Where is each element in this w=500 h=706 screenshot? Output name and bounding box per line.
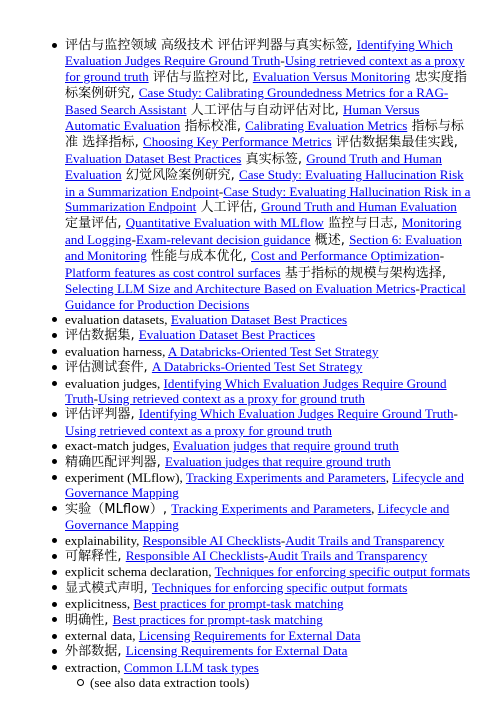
index-entry-link[interactable]: A Databricks-Oriented Test Set Strategy [167, 343, 379, 359]
index-entry-link[interactable]: Lifecycle and Governance Mapping [65, 500, 450, 533]
index-entry-text: 评估数据集, [65, 328, 139, 344]
index-entry-link[interactable]: Common LLM task types [123, 659, 259, 675]
index-entry [65, 359, 472, 375]
index-entry-text: 评估数据集最佳实践, [331, 135, 458, 151]
index-entry-link[interactable]: Human Versus Automatic Evaluation [65, 101, 420, 134]
index-entry [65, 660, 472, 691]
index-entry-link[interactable]: Licensing Requirements for External Data [125, 643, 348, 659]
index-entry-link[interactable]: Techniques for enforcing specific output formats [214, 564, 470, 580]
index-entry-link[interactable]: Ground Truth and Human Evaluation [261, 199, 457, 215]
index-entry-text: , [371, 500, 378, 516]
index-entry-link[interactable]: Best practices for prompt-task matching [112, 611, 323, 627]
index-entry-text: explicit schema declaration, [65, 564, 215, 580]
index-entry [65, 37, 472, 312]
index-entry [65, 548, 472, 564]
index-entry-text: external data, [65, 628, 139, 644]
index-entry-text: extraction, [65, 659, 124, 675]
index-entry [65, 533, 472, 548]
index-entry [65, 564, 472, 579]
index-entry [65, 501, 472, 533]
index-entry [65, 438, 472, 453]
index-entry-text: 人工评估与自动评估对比, [186, 102, 343, 118]
index-entry-link[interactable]: Using retrieved context as a proxy for ground truth [65, 53, 465, 84]
index-entry-text: 精确匹配评判器, [65, 454, 165, 470]
index-entry [65, 454, 472, 470]
index-entry-link[interactable]: Evaluation Dataset Best Practices [170, 311, 348, 327]
index-entry-link[interactable]: Tracking Experiments and Parameters [171, 500, 372, 516]
index-entry-link[interactable]: Responsible AI Checklists [125, 548, 264, 563]
index-entry-link[interactable]: Evaluation judges that require ground truth [164, 453, 391, 469]
index-entry-link[interactable]: Tracking Experiments and Parameters [185, 469, 386, 485]
index-entry-text: - [280, 53, 285, 69]
index-entry-text: 外部数据, [65, 644, 126, 660]
index-entry-link[interactable]: Quantitative Evaluation with MLflow [125, 215, 324, 231]
index-entry-text: 评估与监控领域 高级技术 评估评判器与真实标签, [65, 38, 357, 53]
index-entry-text: - [131, 231, 136, 247]
index-entry-link[interactable]: Licensing Requirements for External Data [138, 628, 361, 644]
index-entry-text: 评估与监控对比, [148, 69, 253, 85]
index-entry-text: 显式模式声明, [65, 580, 152, 596]
index-entry-link[interactable]: Using retrieved context as a proxy for ground truth [98, 390, 365, 406]
index-entry [65, 327, 472, 343]
index-entry-link[interactable]: Practical Guidance for Production Decisions [65, 281, 466, 312]
index-entry-text: 评估测试套件, [65, 360, 152, 376]
index-entry-text: 真实标签, [241, 151, 307, 167]
index-subentry-list [65, 675, 472, 690]
index-entry-link[interactable]: Responsible AI Checklists [142, 532, 281, 548]
index-entry-text: - [439, 248, 445, 264]
index-entry-link[interactable]: Using retrieved context as a proxy for ground truth [65, 422, 332, 438]
index-entry-text: 监控与日志, [323, 216, 402, 232]
index-entry-text: - [218, 183, 224, 199]
index-entry [65, 628, 472, 643]
index-entry-link[interactable]: Techniques for enforcing specific output formats [151, 579, 408, 595]
index-entry-link[interactable]: Monitoring and Logging [65, 215, 462, 247]
index-entry-text: 指标与标准 选择指标, [65, 119, 464, 151]
index-subentry: (see also data extraction tools) [90, 675, 472, 690]
index-entry-link[interactable]: Section 6: Evaluation and Monitoring [65, 231, 462, 264]
index-entry-link[interactable]: Evaluation judges that require ground truth [172, 438, 399, 454]
index-entry-text: 幻觉风险案例研究, [121, 168, 239, 184]
index-entry [65, 470, 472, 501]
index-entry-text: experiment (MLflow), [65, 469, 186, 485]
index-entry-link[interactable]: Cost and Performance Optimization [251, 248, 440, 264]
index-entry-link[interactable]: Exam-relevant decision guidance [135, 231, 311, 247]
index-entry-text: - [280, 532, 286, 548]
index-entry [65, 406, 472, 438]
index-entry-link[interactable]: Case Study: Evaluating Hallucination Risk in a Summarization Endpoint [65, 183, 471, 215]
index-entry-text: 评估评判器, [65, 407, 139, 423]
index-entry-text: explicitness, [65, 596, 134, 612]
index-entry-text: 明确性, [65, 612, 113, 628]
index-entry-text: 可解释性, [65, 549, 126, 564]
index-entry-link[interactable]: Selecting LLM Size and Architecture Based on Evaluation Metrics [65, 281, 416, 297]
index-entry [65, 376, 472, 407]
index-entry-text: 指标校准, [180, 119, 246, 135]
index-entry-text: , [385, 469, 393, 485]
index-entry-link[interactable]: Ground Truth and Human Evaluation [65, 150, 442, 183]
index-entry-link[interactable]: Lifecycle and Governance Mapping [65, 469, 464, 501]
index-entry-link[interactable]: A Databricks-Oriented Test Set Strategy [151, 359, 363, 375]
index-entry-link[interactable]: Identifying Which Evaluation Judges Require Ground Truth [138, 406, 454, 422]
index-entry-text: exact-match judges, [65, 438, 173, 454]
index-entry-link[interactable]: Audit Trails and Transparency [268, 548, 428, 563]
index-entry-link[interactable]: Identifying Which Evaluation Judges Require Ground Truth [65, 375, 447, 406]
index-entry [65, 312, 472, 327]
index-entry-text: 定量评估, [65, 216, 126, 232]
index-entry-text: 基于指标的规模与架构选择, [280, 265, 447, 281]
index-entry-link[interactable]: Audit Trails and Transparency [285, 532, 445, 548]
index-entry-link[interactable]: Choosing Key Performance Metrics [142, 134, 332, 150]
index-entry [65, 580, 472, 596]
index-entry-link[interactable]: Identifying Which Evaluation Judges Require Ground Truth [65, 37, 453, 69]
index-entry-link[interactable]: Case Study: Calibrating Groundedness Metrics for a RAG-Based Search Assistant [65, 85, 449, 117]
index-entry-link[interactable]: Case Study: Evaluating Hallucination Risk in a Summarization Endpoint [65, 167, 464, 199]
index-entry-text: 实验（MLflow）, [65, 501, 172, 517]
index-entry-text: - [453, 406, 458, 422]
index-entry-link[interactable]: Evaluation Versus Monitoring [252, 68, 411, 84]
index-entry-text: evaluation judges, [65, 375, 164, 391]
index-entry-text: evaluation harness, [65, 343, 168, 359]
index-entry-text: - [93, 390, 99, 406]
index-entry-link[interactable]: Platform features as cost control surfaces [65, 264, 281, 280]
index-entry-link[interactable]: Evaluation Dataset Best Practices [138, 327, 316, 343]
index-entry-text: explainability, [65, 532, 143, 548]
index-entry-text: 性能与成本优化, [146, 249, 251, 265]
index-entry [65, 344, 472, 359]
index-list [0, 37, 472, 691]
index-entry [65, 596, 472, 611]
index-entry-link[interactable]: Best practices for prompt-task matching [133, 596, 344, 612]
index-entry [65, 612, 472, 628]
index-entry-link[interactable]: Calibrating Evaluation Metrics [245, 118, 408, 134]
index-entry-text: - [263, 548, 269, 563]
index-entry-text: 忠实度指标案例研究, [65, 69, 467, 102]
index-entry-text: 人工评估, [196, 200, 262, 216]
index-entry [65, 643, 472, 659]
index-entry-link[interactable]: Evaluation Dataset Best Practices [65, 150, 242, 166]
index-entry-text: - [415, 281, 420, 297]
index-entry-text: 概述, [310, 232, 350, 248]
index-entry-text: evaluation datasets, [65, 311, 171, 327]
